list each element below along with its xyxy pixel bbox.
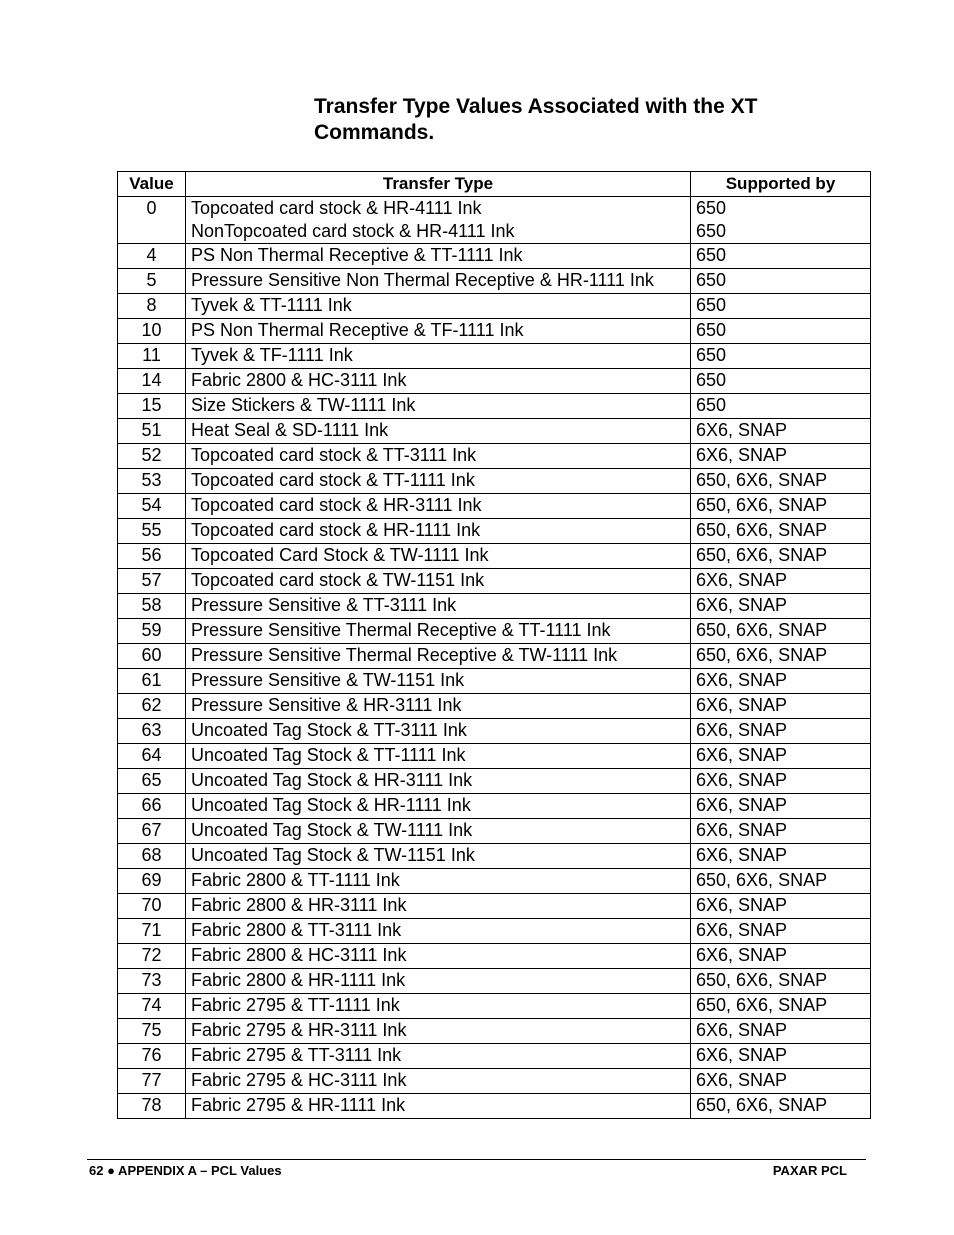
transfer-type-line: Pressure Sensitive Thermal Receptive & TW-1111 Ink bbox=[191, 645, 618, 665]
cell-value: 14 bbox=[118, 369, 186, 394]
cell-supported-by bbox=[691, 419, 871, 444]
transfer-type-line: Fabric 2795 & TT-1111 Ink bbox=[191, 995, 400, 1015]
cell-value: 15 bbox=[118, 394, 186, 419]
cell-value: 0 bbox=[118, 197, 186, 244]
table-row bbox=[118, 494, 871, 519]
cell-transfer-type bbox=[186, 369, 691, 394]
cell-value: 54 bbox=[118, 494, 186, 519]
cell-value: 8 bbox=[118, 294, 186, 319]
cell-supported-by bbox=[691, 869, 871, 894]
table-row bbox=[118, 944, 871, 969]
transfer-type-line: PS Non Thermal Receptive & TT-1111 Ink bbox=[191, 245, 523, 265]
table-row bbox=[118, 1094, 871, 1119]
transfer-type-line: Fabric 2800 & HR-3111 Ink bbox=[191, 895, 407, 915]
cell-transfer-type bbox=[186, 294, 691, 319]
cell-transfer-type bbox=[186, 919, 691, 944]
supported-by-line: 650 bbox=[696, 245, 727, 265]
cell-value: 57 bbox=[118, 569, 186, 594]
table-row bbox=[118, 819, 871, 844]
cell-supported-by bbox=[691, 819, 871, 844]
transfer-type-line: Pressure Sensitive Thermal Receptive & TT-1111 Ink bbox=[191, 620, 611, 640]
cell-value: 56 bbox=[118, 544, 186, 569]
transfer-type-line: Heat Seal & SD-1111 Ink bbox=[191, 420, 389, 440]
cell-value: 72 bbox=[118, 944, 186, 969]
supported-by-line: 650 bbox=[696, 345, 727, 365]
cell-transfer-type bbox=[186, 419, 691, 444]
transfer-type-line: PS Non Thermal Receptive & TF-1111 Ink bbox=[191, 320, 524, 340]
cell-value: 62 bbox=[118, 694, 186, 719]
cell-supported-by bbox=[691, 744, 871, 769]
cell-transfer-type bbox=[186, 644, 691, 669]
cell-supported-by bbox=[691, 519, 871, 544]
cell-supported-by bbox=[691, 1019, 871, 1044]
table-row bbox=[118, 594, 871, 619]
cell-supported-by bbox=[691, 594, 871, 619]
transfer-type-line: NonTopcoated card stock & HR-4111 Ink bbox=[191, 221, 515, 241]
cell-transfer-type bbox=[186, 819, 691, 844]
cell-value: 58 bbox=[118, 594, 186, 619]
table-row bbox=[118, 669, 871, 694]
supported-by-line: 650, 6X6, SNAP bbox=[696, 995, 828, 1015]
cell-supported-by bbox=[691, 444, 871, 469]
table-row bbox=[118, 919, 871, 944]
transfer-type-line: Fabric 2800 & HR-1111 Ink bbox=[191, 970, 406, 990]
supported-by-line: 650 bbox=[696, 221, 727, 241]
transfer-type-line: Fabric 2795 & TT-3111 Ink bbox=[191, 1045, 402, 1065]
table-row bbox=[118, 719, 871, 744]
cell-transfer-type bbox=[186, 244, 691, 269]
supported-by-line: 6X6, SNAP bbox=[696, 1020, 788, 1040]
column-header-transfer-type: Transfer Type bbox=[186, 172, 691, 197]
table-row bbox=[118, 544, 871, 569]
cell-transfer-type bbox=[186, 494, 691, 519]
cell-supported-by bbox=[691, 969, 871, 994]
cell-supported-by bbox=[691, 294, 871, 319]
transfer-type-line: Uncoated Tag Stock & TW-1111 Ink bbox=[191, 820, 473, 840]
cell-supported-by bbox=[691, 894, 871, 919]
footer-divider bbox=[87, 1159, 866, 1160]
table-row bbox=[118, 269, 871, 294]
cell-supported-by bbox=[691, 1044, 871, 1069]
cell-transfer-type bbox=[186, 694, 691, 719]
cell-supported-by bbox=[691, 197, 871, 244]
cell-supported-by bbox=[691, 369, 871, 394]
supported-by-line: 650, 6X6, SNAP bbox=[696, 620, 828, 640]
cell-value: 4 bbox=[118, 244, 186, 269]
transfer-type-line: Uncoated Tag Stock & TT-3111 Ink bbox=[191, 720, 467, 740]
transfer-type-line: Tyvek & TT-1111 Ink bbox=[191, 295, 352, 315]
supported-by-line: 6X6, SNAP bbox=[696, 445, 788, 465]
supported-by-line: 6X6, SNAP bbox=[696, 595, 788, 615]
supported-by-line: 650, 6X6, SNAP bbox=[696, 970, 828, 990]
transfer-type-table bbox=[117, 171, 871, 1119]
supported-by-line: 650 bbox=[696, 270, 727, 290]
table-row bbox=[118, 569, 871, 594]
cell-transfer-type bbox=[186, 519, 691, 544]
transfer-type-line: Topcoated card stock & TW-1151 Ink bbox=[191, 570, 485, 590]
cell-supported-by bbox=[691, 944, 871, 969]
cell-value: 61 bbox=[118, 669, 186, 694]
cell-supported-by bbox=[691, 769, 871, 794]
cell-value: 76 bbox=[118, 1044, 186, 1069]
cell-value: 70 bbox=[118, 894, 186, 919]
transfer-type-line: Fabric 2795 & HR-3111 Ink bbox=[191, 1020, 407, 1040]
cell-supported-by bbox=[691, 494, 871, 519]
transfer-type-line: Uncoated Tag Stock & HR-1111 Ink bbox=[191, 795, 471, 815]
cell-value: 68 bbox=[118, 844, 186, 869]
cell-supported-by bbox=[691, 719, 871, 744]
table-row bbox=[118, 294, 871, 319]
transfer-type-line: Pressure Sensitive & TW-1151 Ink bbox=[191, 670, 465, 690]
table-row bbox=[118, 869, 871, 894]
supported-by-line: 650 bbox=[696, 395, 727, 415]
cell-value: 51 bbox=[118, 419, 186, 444]
supported-by-line: 6X6, SNAP bbox=[696, 420, 788, 440]
supported-by-line: 650 bbox=[696, 295, 727, 315]
transfer-type-line: Fabric 2800 & HC-3111 Ink bbox=[191, 945, 407, 965]
column-header-supported-by: Supported by bbox=[691, 172, 871, 197]
supported-by-line: 650, 6X6, SNAP bbox=[696, 645, 828, 665]
cell-transfer-type bbox=[186, 769, 691, 794]
cell-transfer-type bbox=[186, 844, 691, 869]
supported-by-line: 6X6, SNAP bbox=[696, 695, 788, 715]
transfer-type-line: Size Stickers & TW-1111 Ink bbox=[191, 395, 416, 415]
transfer-type-line: Uncoated Tag Stock & TW-1151 Ink bbox=[191, 845, 475, 865]
cell-transfer-type bbox=[186, 969, 691, 994]
supported-by-line: 6X6, SNAP bbox=[696, 820, 788, 840]
table-row bbox=[118, 444, 871, 469]
cell-transfer-type bbox=[186, 594, 691, 619]
page-title: Transfer Type Values Associated with the XT Commands. bbox=[314, 95, 758, 144]
cell-value: 53 bbox=[118, 469, 186, 494]
footer-page-label: 62 ● APPENDIX A – PCL Values bbox=[89, 1163, 282, 1178]
supported-by-line: 6X6, SNAP bbox=[696, 1045, 788, 1065]
transfer-type-line: Fabric 2795 & HR-1111 Ink bbox=[191, 1095, 406, 1115]
cell-supported-by bbox=[691, 1094, 871, 1119]
supported-by-line: 650, 6X6, SNAP bbox=[696, 1095, 828, 1115]
cell-value: 59 bbox=[118, 619, 186, 644]
supported-by-line: 6X6, SNAP bbox=[696, 720, 788, 740]
table-row bbox=[118, 319, 871, 344]
cell-supported-by bbox=[691, 994, 871, 1019]
cell-value: 74 bbox=[118, 994, 186, 1019]
table-row bbox=[118, 994, 871, 1019]
transfer-type-line: Uncoated Tag Stock & HR-3111 Ink bbox=[191, 770, 473, 790]
cell-supported-by bbox=[691, 344, 871, 369]
cell-value: 66 bbox=[118, 794, 186, 819]
table-row bbox=[118, 969, 871, 994]
table-row bbox=[118, 769, 871, 794]
transfer-type-line: Topcoated card stock & HR-3111 Ink bbox=[191, 495, 482, 515]
table-row bbox=[118, 519, 871, 544]
table-row bbox=[118, 197, 871, 244]
supported-by-line: 650, 6X6, SNAP bbox=[696, 470, 828, 490]
cell-supported-by bbox=[691, 919, 871, 944]
transfer-type-line: Pressure Sensitive & HR-3111 Ink bbox=[191, 695, 462, 715]
supported-by-line: 6X6, SNAP bbox=[696, 920, 788, 940]
supported-by-line: 650 bbox=[696, 370, 727, 390]
cell-transfer-type bbox=[186, 444, 691, 469]
supported-by-line: 6X6, SNAP bbox=[696, 845, 788, 865]
supported-by-line: 6X6, SNAP bbox=[696, 795, 788, 815]
table-row bbox=[118, 244, 871, 269]
supported-by-line: 6X6, SNAP bbox=[696, 895, 788, 915]
cell-value: 77 bbox=[118, 1069, 186, 1094]
transfer-type-line: Topcoated card stock & HR-1111 Ink bbox=[191, 520, 481, 540]
cell-transfer-type bbox=[186, 944, 691, 969]
transfer-type-line: Topcoated Card Stock & TW-1111 Ink bbox=[191, 545, 489, 565]
cell-transfer-type bbox=[186, 469, 691, 494]
table-row bbox=[118, 644, 871, 669]
cell-value: 69 bbox=[118, 869, 186, 894]
cell-transfer-type bbox=[186, 669, 691, 694]
transfer-type-line: Fabric 2800 & TT-3111 Ink bbox=[191, 920, 402, 940]
cell-transfer-type bbox=[186, 994, 691, 1019]
transfer-type-line: Pressure Sensitive & TT-3111 Ink bbox=[191, 595, 457, 615]
cell-value: 73 bbox=[118, 969, 186, 994]
cell-value: 64 bbox=[118, 744, 186, 769]
transfer-type-line: Pressure Sensitive Non Thermal Receptive & HR-1111 Ink bbox=[191, 270, 654, 290]
cell-transfer-type bbox=[186, 319, 691, 344]
cell-supported-by bbox=[691, 1069, 871, 1094]
cell-transfer-type bbox=[186, 1019, 691, 1044]
cell-transfer-type bbox=[186, 894, 691, 919]
supported-by-line: 6X6, SNAP bbox=[696, 770, 788, 790]
cell-transfer-type bbox=[186, 719, 691, 744]
transfer-type-line: Fabric 2795 & HC-3111 Ink bbox=[191, 1070, 407, 1090]
footer-brand-label: PAXAR PCL bbox=[772, 1163, 847, 1178]
cell-value: 5 bbox=[118, 269, 186, 294]
table-row bbox=[118, 694, 871, 719]
cell-transfer-type bbox=[186, 569, 691, 594]
cell-transfer-type bbox=[186, 544, 691, 569]
transfer-type-line: Topcoated card stock & HR-4111 Ink bbox=[191, 198, 482, 218]
supported-by-line: 6X6, SNAP bbox=[696, 945, 788, 965]
cell-value: 60 bbox=[118, 644, 186, 669]
cell-value: 55 bbox=[118, 519, 186, 544]
supported-by-line: 650, 6X6, SNAP bbox=[696, 520, 828, 540]
table-row bbox=[118, 469, 871, 494]
cell-supported-by bbox=[691, 669, 871, 694]
cell-value: 71 bbox=[118, 919, 186, 944]
cell-transfer-type bbox=[186, 197, 691, 244]
table-header-row bbox=[118, 172, 871, 197]
cell-supported-by bbox=[691, 319, 871, 344]
cell-transfer-type bbox=[186, 619, 691, 644]
cell-value: 11 bbox=[118, 344, 186, 369]
cell-supported-by bbox=[691, 244, 871, 269]
table-row bbox=[118, 894, 871, 919]
supported-by-line: 650, 6X6, SNAP bbox=[696, 545, 828, 565]
cell-transfer-type bbox=[186, 344, 691, 369]
table-row bbox=[118, 1069, 871, 1094]
cell-supported-by bbox=[691, 644, 871, 669]
cell-supported-by bbox=[691, 544, 871, 569]
supported-by-line: 650, 6X6, SNAP bbox=[696, 495, 828, 515]
cell-transfer-type bbox=[186, 794, 691, 819]
transfer-type-line: Uncoated Tag Stock & TT-1111 Ink bbox=[191, 745, 466, 765]
cell-supported-by bbox=[691, 469, 871, 494]
table-row bbox=[118, 369, 871, 394]
cell-supported-by bbox=[691, 394, 871, 419]
transfer-type-line: Fabric 2800 & TT-1111 Ink bbox=[191, 870, 400, 890]
cell-value: 10 bbox=[118, 319, 186, 344]
transfer-type-line: Topcoated card stock & TT-1111 Ink bbox=[191, 470, 475, 490]
cell-value: 63 bbox=[118, 719, 186, 744]
cell-transfer-type bbox=[186, 869, 691, 894]
cell-transfer-type bbox=[186, 269, 691, 294]
supported-by-line: 6X6, SNAP bbox=[696, 670, 788, 690]
supported-by-line: 6X6, SNAP bbox=[696, 570, 788, 590]
supported-by-line: 650, 6X6, SNAP bbox=[696, 870, 828, 890]
cell-transfer-type bbox=[186, 1044, 691, 1069]
cell-supported-by bbox=[691, 844, 871, 869]
cell-value: 78 bbox=[118, 1094, 186, 1119]
table-row bbox=[118, 1044, 871, 1069]
transfer-type-line: Fabric 2800 & HC-3111 Ink bbox=[191, 370, 407, 390]
cell-transfer-type bbox=[186, 744, 691, 769]
table-row bbox=[118, 344, 871, 369]
supported-by-line: 650 bbox=[696, 198, 727, 218]
supported-by-line: 650 bbox=[696, 320, 727, 340]
table-row bbox=[118, 744, 871, 769]
table-body bbox=[118, 197, 871, 1119]
cell-value: 65 bbox=[118, 769, 186, 794]
table-row bbox=[118, 619, 871, 644]
cell-value: 52 bbox=[118, 444, 186, 469]
cell-supported-by bbox=[691, 694, 871, 719]
column-header-value: Value bbox=[118, 172, 186, 197]
cell-transfer-type bbox=[186, 394, 691, 419]
table-row bbox=[118, 1019, 871, 1044]
cell-supported-by bbox=[691, 569, 871, 594]
table-row bbox=[118, 794, 871, 819]
cell-supported-by bbox=[691, 619, 871, 644]
table-row bbox=[118, 844, 871, 869]
transfer-type-line: Tyvek & TF-1111 Ink bbox=[191, 345, 353, 365]
cell-supported-by bbox=[691, 794, 871, 819]
table-row bbox=[118, 419, 871, 444]
cell-supported-by bbox=[691, 269, 871, 294]
cell-transfer-type bbox=[186, 1094, 691, 1119]
supported-by-line: 6X6, SNAP bbox=[696, 1070, 788, 1090]
table-row bbox=[118, 394, 871, 419]
cell-value: 67 bbox=[118, 819, 186, 844]
cell-value: 75 bbox=[118, 1019, 186, 1044]
supported-by-line: 6X6, SNAP bbox=[696, 745, 788, 765]
transfer-type-line: Topcoated card stock & TT-3111 Ink bbox=[191, 445, 477, 465]
cell-transfer-type bbox=[186, 1069, 691, 1094]
